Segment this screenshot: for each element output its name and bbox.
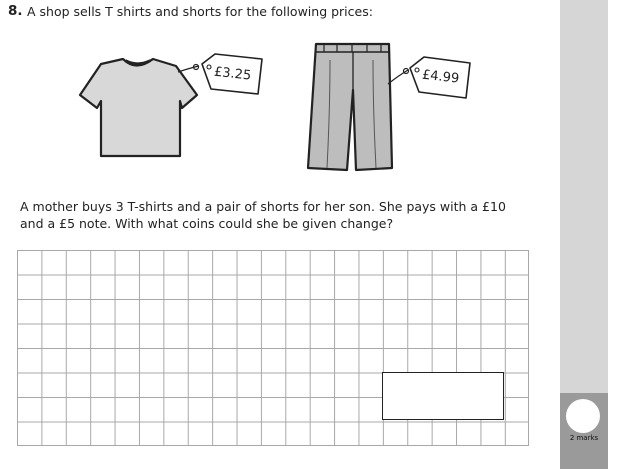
illustration — [0, 0, 560, 190]
price-tag-shorts — [410, 57, 470, 98]
tshirt-price: £3.25 — [213, 64, 252, 84]
marks-label: 2 marks — [569, 434, 599, 442]
mark-circle — [566, 399, 600, 433]
question-intro: A shop sells T shirts and shorts for the following prices: — [27, 4, 373, 19]
question-body: A mother buys 3 T-shirts and a pair of shorts for her son. She pays with a £10 and a £5 note. With what coins could she be given change? — [20, 199, 506, 231]
tshirt-icon — [80, 59, 197, 156]
question-number: 8. — [8, 3, 23, 19]
shorts-price: £4.99 — [421, 67, 460, 87]
shorts-icon — [308, 44, 392, 170]
answer-box[interactable] — [382, 372, 504, 420]
price-tag-tshirt — [202, 54, 262, 94]
